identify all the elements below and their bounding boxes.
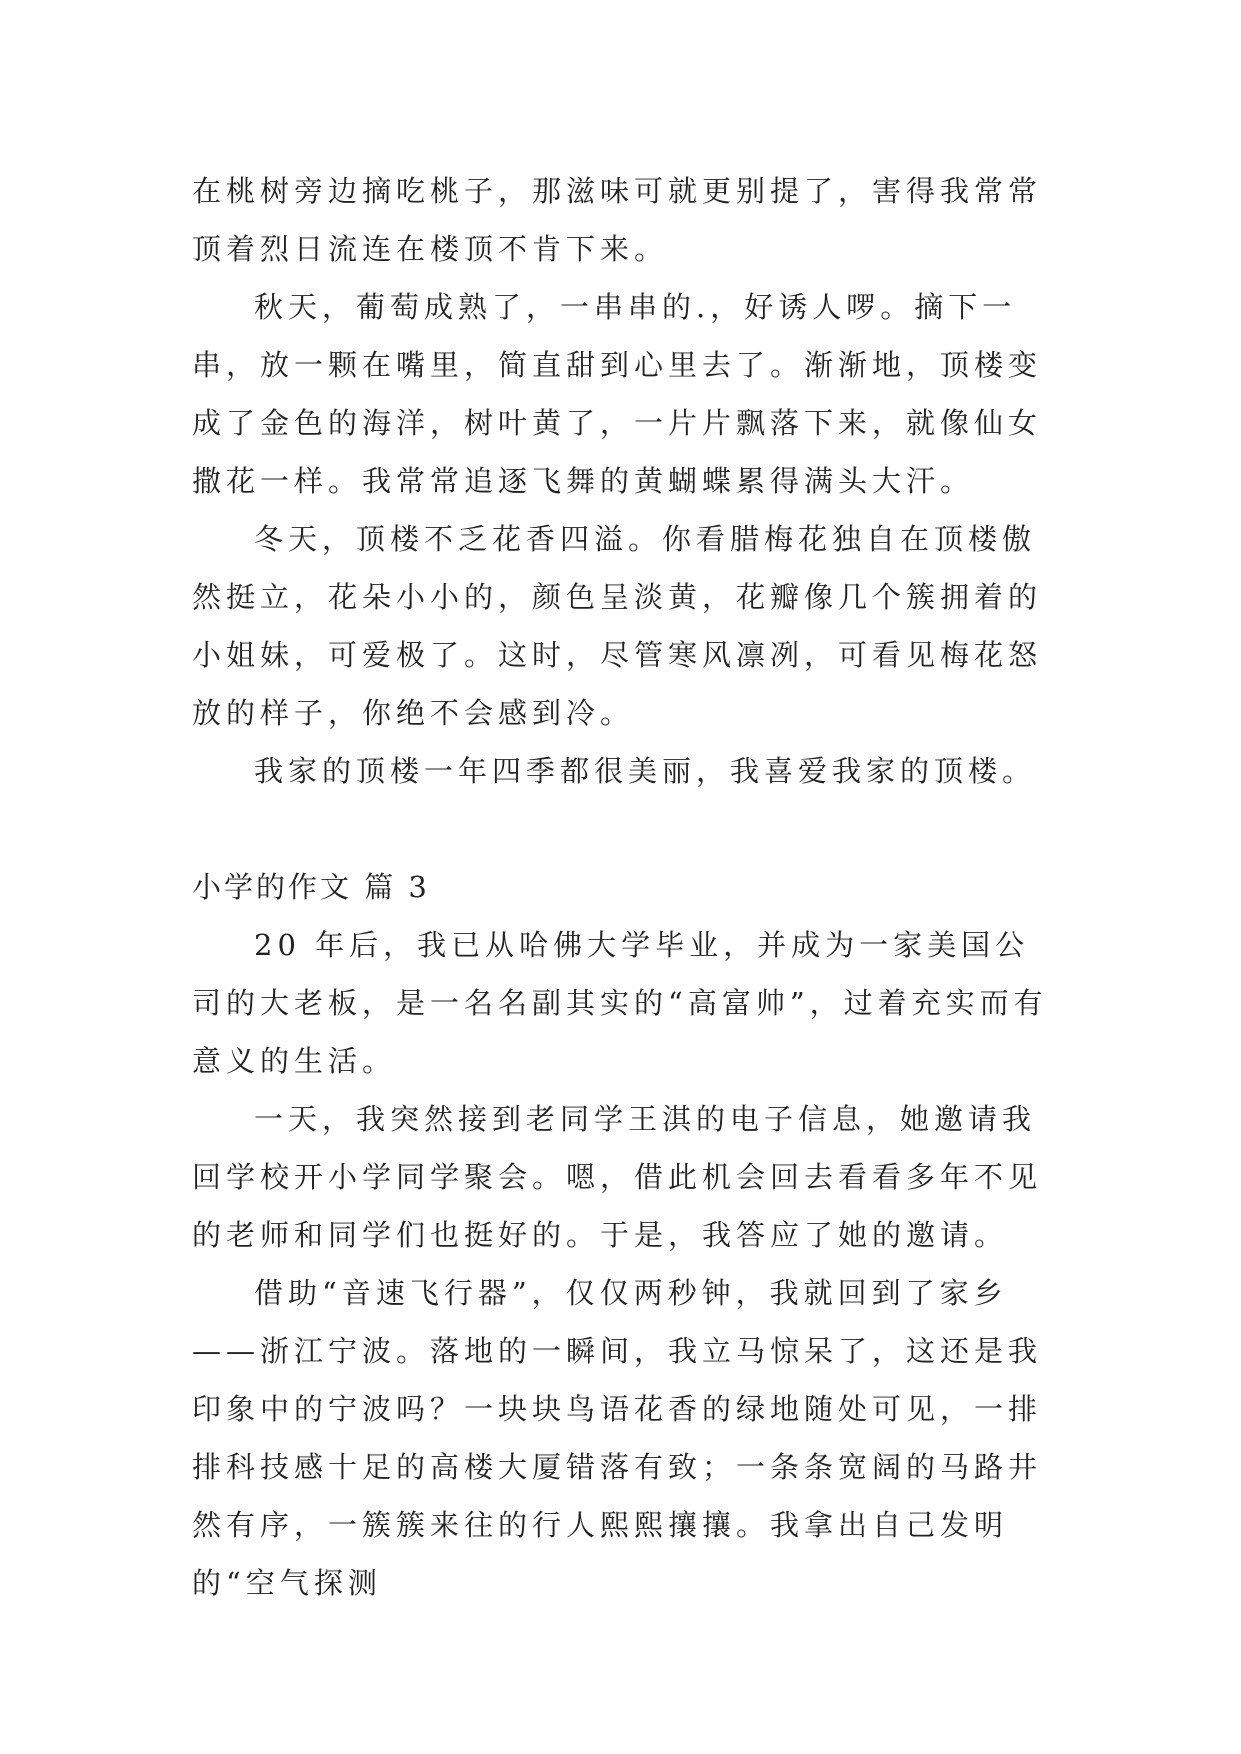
paragraph: 冬天，顶楼不乏花香四溢。你看腊梅花独自在顶楼傲然挺立，花朵小小的，颜色呈淡黄，花瓣像几个簇拥着的小姐妹，可爱极了。这时，尽管寒风凛冽，可看见梅花怒放的样子，你绝不会感到冷。 [192,522,1043,730]
paragraph: 秋天，葡萄成熟了，一串串的.，好诱人啰。摘下一串，放一颗在嘴里，简直甜到心里去了。渐渐地，顶楼变成了金色的海洋，树叶黄了，一片片飘落下来，就像仙女撒花一样。我常常追逐飞舞的黄蝴蝶累得满头大汗。 [192,290,1043,498]
paragraph: 我家的顶楼一年四季都很美丽，我喜爱我家的顶楼。 [254,754,1037,788]
document-body [192,162,1062,1612]
paragraph: 借助“音速飞行器”，仅仅两秒钟，我就回到了家乡——浙江宁波。落地的一瞬间，我立马惊呆了，这还是我印象中的宁波吗？一块块鸟语花香的绿地随处可见，一排排科技感十足的高楼大厦错落有致；一条条宽阔的马路井然有序，一簇簇来往的行人熙熙攘攘。我拿出自己发明的“空气探测 [192,1276,1043,1600]
paragraph: 在桃树旁边摘吃桃子，那滋味可就更别提了，害得我常常顶着烈日流连在楼顶不肯下来。 [192,174,1043,266]
paragraph: 一天，我突然接到老同学王淇的电子信息，她邀请我回学校开小学同学聚会。嗯，借此机会回去看看多年不见的老师和同学们也挺好的。于是，我答应了她的邀请。 [192,1102,1043,1252]
paragraph: 20 年后，我已从哈佛大学毕业，并成为一家美国公司的大老板，是一名名副其实的“高富帅”，过着充实而有意义的生活。 [192,928,1048,1078]
section-heading: 小学的作文 篇 3 [192,870,430,904]
section-spacer [192,800,1062,858]
